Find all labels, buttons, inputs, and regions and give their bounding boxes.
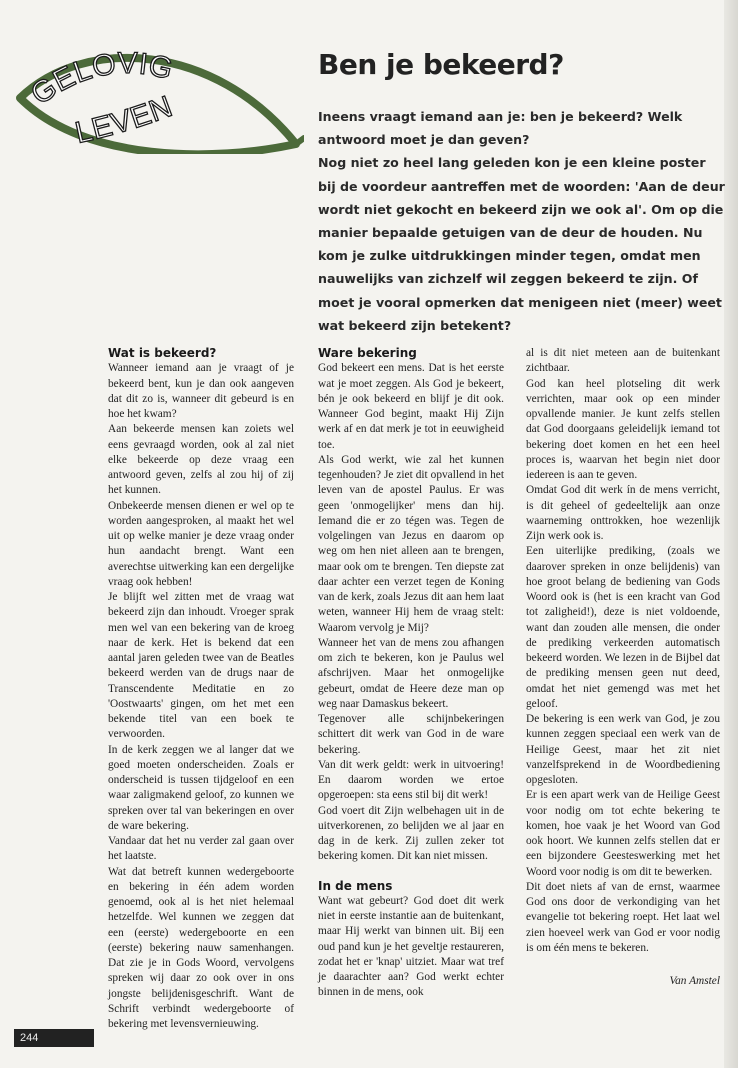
logo-text-gelovig: GELOVIG <box>25 50 177 112</box>
body-paragraph: Dit doet niets af van de ernst, waarmee God ons door de verkondiging van het evangelie tot bekering roept. Het laat wel zien hoeveel werk van God er voor nodig is om één mens te bekeren. <box>526 880 720 954</box>
body-paragraph: God voert dit Zijn welbehagen uit in de uitverkorenen, zo belijden we al jaar en dag in de kerk. Zij zullen zeker tot bekering komen. Dit kan niet missen. <box>318 804 504 863</box>
body-paragraph: Vandaar dat het nu verder zal gaan over het laatste. <box>108 835 294 863</box>
author-signature: Van Amstel <box>669 975 720 987</box>
body-paragraph: God kan heel plotseling dit werk verrichten, maar ook op een minder opvallende manier. Je kunt zelfs stellen dat God doorgaans geleidelijk iemand tot bekering doet komen en het een heel proces is, waarvan het begin niet door iedereen is aan te geven. <box>526 377 720 481</box>
section-heading: In de mens <box>318 878 393 893</box>
article-title: Ben je bekeerd? <box>318 48 564 81</box>
intro-paragraph: Ineens vraagt iemand aan je: ben je bekeerd? Welk antwoord moet je dan geven? <box>318 109 683 148</box>
body-paragraph: Want wat gebeurt? God doet dit werk niet in eerste instantie aan de buitenkant, maar Hij werkt van binnen uit. Bij een oud pand kun je het geveltje restaureren, zodat het er 'knap' uitziet. Maar wat tref je daarachter aan? God werkt echter binnen in de mens, ook <box>318 894 504 999</box>
gelovig-leven-logo <box>14 50 304 154</box>
body-paragraph: Wat dat betreft kunnen wedergeboorte en bekering in één adem worden genoemd, ook al is het niet helemaal hetzelfde. Wel kunnen we zeggen dat een (eerste) wedergeboorte en een (eerste) bekering nauw samenhangen. Dat zie je in Gods Woord, vervolgens spreken wij daar zo ook over in ons jongste belijdenisgeschrift. Want de Schrift verbindt wedergeboorte of bekering met levensvernieuwing. <box>108 865 294 1030</box>
body-paragraph: Je blijft wel zitten met de vraag wat bekeerd zijn dan inhoudt. Vroeger sprak men wel van een bekering van de kroeg naar de kerk. Het is bekend dat een aantal jaren geleden twee van de Beatles bekeerd werden van de drugs naar de Transcendente Meditatie en zo 'Oostwaarts' gingen, om het met een bekende titel van een boek te verwoorden. <box>108 591 294 741</box>
body-paragraph: al is dit niet meteen aan de buitenkant zichtbaar. <box>526 347 720 375</box>
intro-paragraph: Nog niet zo heel lang geleden kon je een kleine poster bij de voordeur aantreffen met de woorden: 'Aan de deur wordt niet gekocht en bekeerd zijn we ook al'. Om op die manier bepaalde getuigen van de deur de houden. Nu kom je zulke uitdrukkingen minder tegen, omdat men nauwelijks van zichzelf wil zeggen bekeerd te zijn. Of moet je vooral opmerken dat menigeen niet (meer) weet wat bekeerd zijn betekent? <box>318 155 725 333</box>
adjacent-page-edge <box>724 0 738 1068</box>
body-paragraph: In de kerk zeggen we al langer dat we goed moeten onderscheiden. Zoals er onderscheid is tussen tijdgeloof en een waar zaligmakend geloof, zo kunnen we spreken over tal van bekeringen en over de ware bekering. <box>108 743 294 832</box>
logo-text-leven: LEVEN <box>72 89 177 150</box>
body-paragraph: Van dit werk geldt: werk in uitvoering! En daarom worden we ertoe opgeroepen: sta eens stil bij dit werk! <box>318 758 504 802</box>
section-heading: Ware bekering <box>318 346 417 360</box>
body-paragraph: Wanneer het van de mens zou afhangen om zich te bekeren, kon je Paulus wel afschrijven. Maar het onmogelijke gebeurt, omdat de Heere deze man op weg naar Damaskus bekeert. <box>318 636 504 710</box>
body-paragraph: Onbekeerde mensen dienen er wel op te worden aangesproken, al maakt het wel uit op welke manier je deze vraag onder hun aandacht brengt. Want een averechtse uitwerking kan een dergelijke vraag ook hebben! <box>108 499 294 588</box>
page-number: 244 <box>14 1029 94 1047</box>
body-paragraph: Aan bekeerde mensen kan zoiets wel eens gevraagd worden, ook al zal niet elke bekeerde op deze vraag een antwoord geven, zelfs al zou hij of zij het kunnen. <box>108 423 294 497</box>
section-heading: Wat is bekeerd? <box>108 346 217 360</box>
body-paragraph: De bekering is een werk van God, je zou kunnen zeggen speciaal een werk van de Heilige Geest, maar het zit niet vanzelfsprekend in de Woordbediening opgesloten. <box>526 713 720 786</box>
body-paragraph: God bekeert een mens. Dat is het eerste wat je moet zeggen. Als God je bekeert, bén je ook bekeerd en blijf je dit ook. Wanneer God begint, maakt Hij Zijn werk af en dat merk je tot in eeuwigheid toe. <box>318 362 504 451</box>
article-intro <box>318 105 726 337</box>
body-paragraph: Een uiterlijke prediking, (zoals we daarover spreken in onze belijdenis) van hoe groot belang de bediening van Gods Woord ook is (het is een kracht van God tot zaligheid!), deze is niet voldoende, want dan zouden alle mensen, die onder de prediking verkeerden automatisch bekeerd worden. We lezen in de Bijbel dat de prediking mensen geen nut deed, omdat het niet gemengd was met het geloof. <box>526 545 720 710</box>
body-paragraph: Als God werkt, wie zal het kunnen tegenhouden? Je ziet dit opvallend in het leven van de apostel Paulus. Er was geen 'onmogelijker' mens dan hij. Iemand die er zo tégen was. Tegen de volgelingen van Jezus en daarom op weg om hen niet alleen aan te brengen, maar ook om te brengen. Ten diepste zat daar achter een verzet tegen de Koning van de kerk, zoals Jezus dit aan hem laat weten, wanneer Hij hem de vraag stelt: Waarom vervolg je Mij? <box>318 453 504 634</box>
column-3 <box>526 346 720 989</box>
body-paragraph: Omdat God dit werk ín de mens verricht, is dit geheel of gedeeltelijk aan onze waarneming onttrokken, hoe wezenlijk Zijn werk ook is. <box>526 484 720 542</box>
column-1 <box>108 346 294 1032</box>
body-paragraph: Tegenover alle schijnbekeringen schittert dit werk van God in de ware bekering. <box>318 713 504 756</box>
body-paragraph: Er is een apart werk van de Heilige Geest voor nodig om tot echte bekering te komen, hoe vaak je het Woord van God ook hoort. We kunnen zelfs stellen dat er een bijzondere Geesteswerking met het Woord voor nodig is om dit te bewerken. <box>526 789 720 878</box>
fish-symbol-icon <box>14 50 304 154</box>
column-2 <box>318 346 504 1001</box>
body-paragraph: Wanneer iemand aan je vraagt of je bekeerd bent, kun je dan ook aangeven dat dit zo is, wanneer dit gebeurd is en hoe het kwam? <box>108 362 294 420</box>
